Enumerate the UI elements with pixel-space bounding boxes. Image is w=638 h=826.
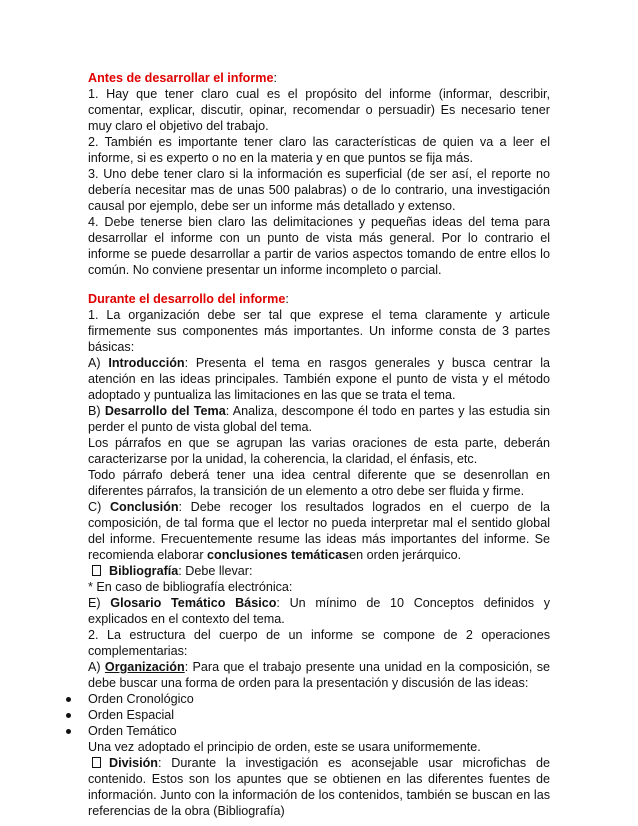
part-organizacion: A) Organización: Para que el trabajo presente una unidad en la composición, se debe buscar una forma de orden para la presentación y discusión de las ideas: [88, 660, 551, 690]
part-desarrollo: B) Desarrollo del Tema: Analiza, descompone él todo en partes y las estudia sin perder el punto de vista global del tema. [88, 404, 551, 434]
section-heading-before: Antes de desarrollar el informe: [88, 71, 277, 85]
paragraph: 1. La organización debe ser tal que exprese el tema claramente y articule firmemente sus componentes más importantes. Un informe consta de 3 partes básicas: [88, 308, 550, 354]
part-introduccion: A) Introducción: Presenta el tema en rasgos generales y busca centrar la atención en las ideas principales. También expone el punto de vista y el método adoptado y puntualiza las limitaciones en las que se trata el tema. [88, 356, 550, 402]
bullet-list [88, 691, 550, 739]
list-item: Orden Espacial [88, 707, 550, 723]
checkbox-glyph-icon [92, 565, 101, 576]
paragraph: 2. También es importante tener claro las características de quien va a leer el informe, si es experto o no en la materia y en que puntos se fija más. [88, 135, 550, 165]
part-bibliografia: Bibliografía: Debe llevar: [88, 563, 550, 579]
paragraph: Una vez adoptado el principio de orden, este se usara uniformemente. [88, 740, 481, 754]
paragraph: 1. Hay que tener claro cual es el propósito del informe (informar, describir, comentar, explicar, discutir, opinar, recomendar o persuadir) Es necesario tener muy claro el objetivo del trabajo. [88, 87, 550, 133]
bullet-icon [66, 729, 71, 734]
part-division: División: Durante la investigación es aconsejable usar microfichas de contenido. Estos son los apuntes que se obtienen en las diferentes fuentes de información. Junto con la información de los contenidos, también se buscan en las referencias de la obra (Bibliografía) [88, 756, 550, 818]
bullet-icon [66, 697, 71, 702]
paragraph: 4. Debe tenerse bien claro las delimitaciones y pequeñas ideas del tema para desarrollar el informe con un punto de vista más general. Por lo contrario el informe se puede desarrollar a partir de varios aspectos tomando de entre ellos lo común. No conviene presentar un informe incompleto o parcial. [88, 215, 550, 277]
document-page [88, 70, 550, 819]
list-item: Orden Temático [88, 723, 550, 739]
part-conclusion: C) Conclusión: Debe recoger los resultados logrados en el cuerpo de la composición, de tal forma que el lector no pueda interpretar mal el sentido global del informe. Frecuentemente resume las ideas más importantes del informe. Se recomienda elaborar conclusiones temáticasen orden jerárquico. [88, 500, 551, 562]
part-glosario: E) Glosario Temático Básico: Un mínimo de 10 Conceptos definidos y explicados en el contexto del tema. [88, 596, 550, 626]
list-item: Orden Cronológico [88, 691, 550, 707]
paragraph: * En caso de bibliografía electrónica: [88, 580, 293, 594]
section-heading-during: Durante el desarrollo del informe: [88, 292, 289, 306]
checkbox-glyph-icon [92, 757, 101, 768]
paragraph: 3. Uno debe tener claro si la información es superficial (de ser así, el reporte no debería necesitar mas de unas 500 palabras) o de lo contrario, una investigación causal por ejemplo, debe ser un informe más detallado y extenso. [88, 167, 550, 213]
paragraph: Los párrafos en que se agrupan las varias oraciones de esta parte, deberán caracterizarse por la unidad, la coherencia, la claridad, el énfasis, etc. [88, 436, 550, 466]
bullet-icon [66, 713, 71, 718]
paragraph: 2. La estructura del cuerpo de un informe se compone de 2 operaciones complementarias: [88, 628, 550, 658]
paragraph: Todo párrafo deberá tener una idea central diferente que se desenrollan en diferentes párrafos, la transición de un elemento a otro debe ser fluida y firme. [88, 468, 550, 498]
